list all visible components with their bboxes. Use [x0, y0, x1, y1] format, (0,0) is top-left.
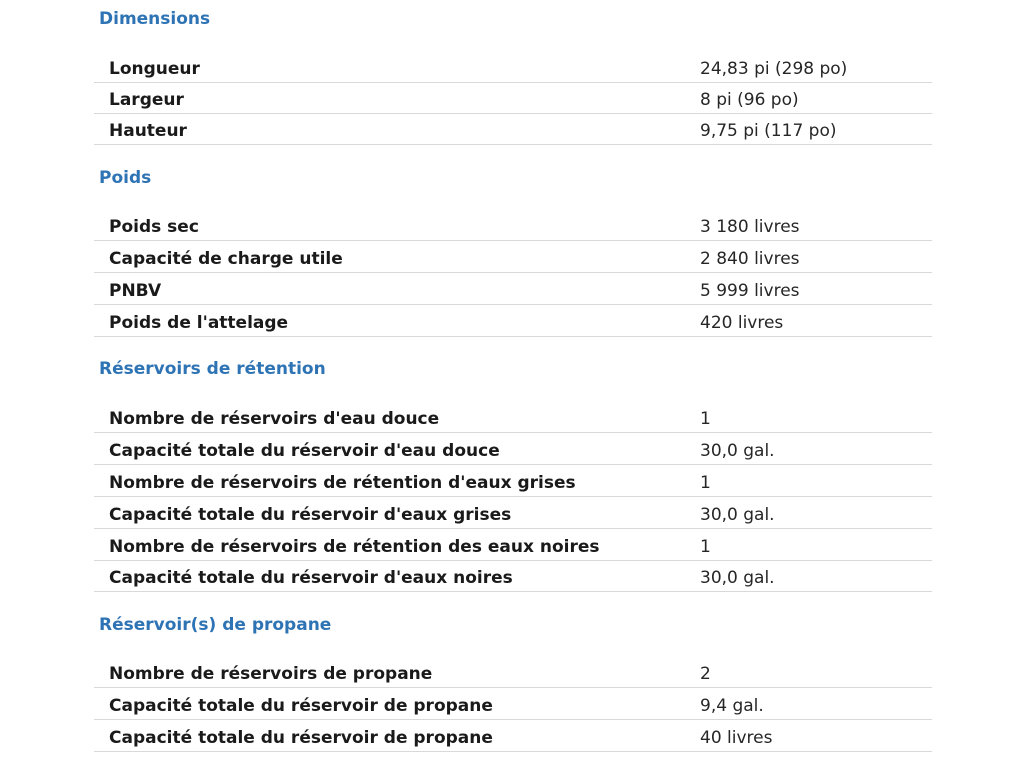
spec-label: Nombre de réservoirs de propane — [109, 664, 433, 684]
spec-label: Longueur — [109, 59, 200, 79]
spec-row — [94, 115, 932, 145]
section-title-propane: Réservoir(s) de propane — [99, 615, 332, 635]
spec-row — [94, 531, 932, 561]
spec-value: 3 180 livres — [700, 217, 800, 237]
spec-label: Largeur — [109, 90, 184, 110]
spec-row — [94, 658, 932, 688]
spec-value: 30,0 gal. — [700, 568, 775, 588]
section-title-poids: Poids — [99, 168, 152, 188]
spec-row — [94, 211, 932, 241]
section-title-dimensions: Dimensions — [99, 9, 211, 29]
spec-row — [94, 243, 932, 273]
spec-label: Nombre de réservoirs d'eau douce — [109, 409, 440, 429]
spec-value: 24,83 pi (298 po) — [700, 59, 848, 79]
spec-value: 1 — [700, 409, 711, 429]
spec-label: Nombre de réservoirs de rétention d'eaux grises — [109, 473, 576, 493]
spec-row — [94, 275, 932, 305]
spec-value: 40 livres — [700, 728, 773, 748]
spec-value: 8 pi (96 po) — [700, 90, 799, 110]
spec-row — [94, 403, 932, 433]
spec-value: 9,75 pi (117 po) — [700, 121, 837, 141]
spec-label: Capacité totale du réservoir d'eau douce — [109, 441, 500, 461]
spec-value: 30,0 gal. — [700, 505, 775, 525]
spec-row — [94, 307, 932, 337]
spec-label: Capacité de charge utile — [109, 249, 343, 269]
spec-row — [94, 722, 932, 752]
spec-label: Poids sec — [109, 217, 199, 237]
spec-label: Capacité totale du réservoir de propane — [109, 696, 493, 716]
spec-label: PNBV — [109, 281, 162, 301]
spec-label: Capacité totale du réservoir d'eaux noires — [109, 568, 513, 588]
spec-row — [94, 562, 932, 592]
spec-row — [94, 499, 932, 529]
spec-label: Capacité totale du réservoir de propane — [109, 728, 493, 748]
spec-row — [94, 435, 932, 465]
spec-value: 9,4 gal. — [700, 696, 764, 716]
spec-row — [94, 467, 932, 497]
spec-label: Hauteur — [109, 121, 187, 141]
spec-row — [94, 53, 932, 83]
spec-value: 1 — [700, 537, 711, 557]
section-title-reservoirs-retention: Réservoirs de rétention — [99, 359, 326, 379]
spec-row — [94, 84, 932, 114]
spec-value: 1 — [700, 473, 711, 493]
spec-row — [94, 690, 932, 720]
spec-value: 30,0 gal. — [700, 441, 775, 461]
spec-value: 2 840 livres — [700, 249, 800, 269]
spec-label: Nombre de réservoirs de rétention des eaux noires — [109, 537, 600, 557]
spec-label: Poids de l'attelage — [109, 313, 289, 333]
spec-value: 420 livres — [700, 313, 784, 333]
spec-value: 2 — [700, 664, 711, 684]
spec-label: Capacité totale du réservoir d'eaux grises — [109, 505, 512, 525]
spec-value: 5 999 livres — [700, 281, 800, 301]
